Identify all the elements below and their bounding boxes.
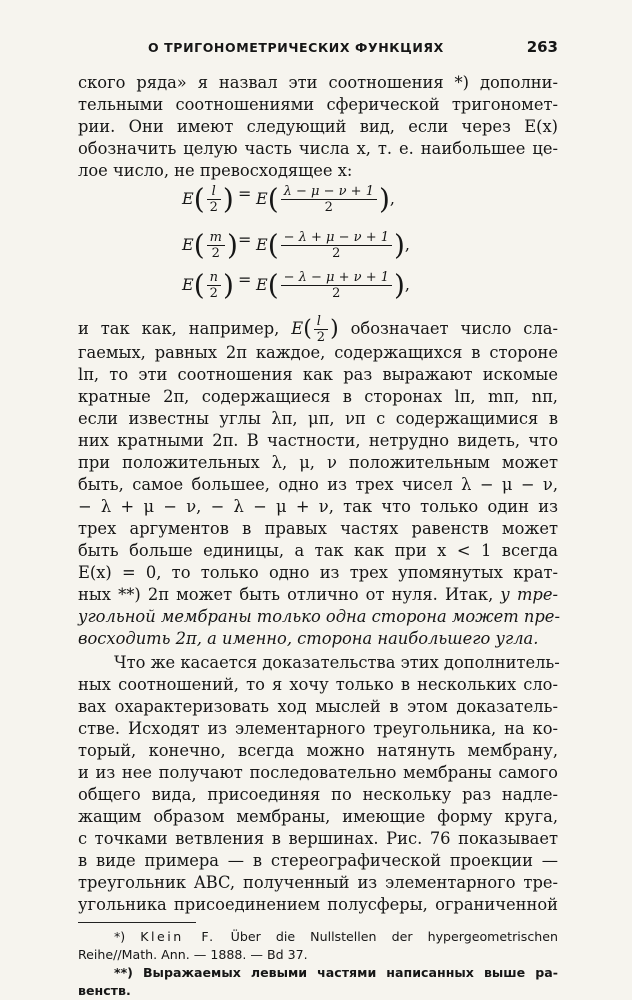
text-line: трех аргументов в правых частях равенств может xyxy=(78,519,558,538)
footnote-1-cont: Reihe//Math. Ann. — 1888. — Bd 37. xyxy=(78,947,308,962)
running-title: О ТРИГОНОМЕТРИЧЕСКИХ ФУНКЦИЯХ xyxy=(148,40,444,55)
footnote-1: *) Klein F. Über die Nullstellen der hypergeometrischen xyxy=(114,929,558,944)
text-line: ского ряда» я назвал эти соотношения *) дополни- xyxy=(78,73,558,92)
italic-line: угольной мембраны только одна сторона может пре- xyxy=(78,607,560,626)
text-line: ных соотношений, то я хочу только в нескольких сло- xyxy=(78,675,558,694)
formula-3: E( $\frac{n}{2}$ ) = E( $\frac{- \lambda - \mu + \nu + 1}{2}$ ), xyxy=(182,268,411,302)
text-line: и из нее получают последовательно мембраны самого xyxy=(78,763,558,782)
footnote-2: **) Выражаемых левыми частями написанных выше ра- xyxy=(114,965,558,980)
text-line: треугольник ABC, полученный из элементарного тре- xyxy=(78,873,558,892)
formula-1: E( $\frac{l}{2}$ ) = E( $\frac{\lambda - \mu - \nu + 1}{2}$ ), xyxy=(182,182,395,216)
text-line-with-formula: и так как, например, E( $\frac{l}{2}$ ) обозначает число сла- xyxy=(78,314,558,345)
text-line: гаемых, равных 2π каждое, содержащихся в стороне xyxy=(78,343,558,362)
text-line: − λ + μ − ν, − λ − μ + ν, так что только один из xyxy=(78,497,558,516)
text-line: стве. Исходят из элементарного треугольника, на ко- xyxy=(78,719,558,738)
footnote-2-cont: венств. xyxy=(78,983,131,998)
text-line: рии. Они имеют следующий вид, если через E(x) xyxy=(78,117,558,136)
footnote-rule xyxy=(78,922,196,923)
text-line: обозначить целую часть числа x, т. е. наибольшее це- xyxy=(78,139,558,158)
text-line: lπ, то эти соотношения как раз выражают искомые xyxy=(78,365,558,384)
text-line: E(x) = 0, то только одно из трех упомянутых крат- xyxy=(78,563,558,582)
text-line: общего вида, присоединяя по нескольку раз надле- xyxy=(78,785,558,804)
text-line: торый, конечно, всегда можно натянуть мембрану, xyxy=(78,741,558,760)
text-line: быть, самое большее, одно из трех чисел λ − μ − ν, xyxy=(78,475,558,494)
formula-2: E( $\frac{m}{2}$ ) = E( $\frac{- \lambda + \mu - \nu + 1}{2}$ ), xyxy=(182,228,411,262)
text-line: если известны углы λπ, μπ, νπ с содержащимися в xyxy=(78,409,558,428)
text-line: при положительных λ, μ, ν положительным может xyxy=(78,453,558,472)
text-line: жащим образом мембраны, имеющие форму круга, xyxy=(78,807,558,826)
text-line: быть больше единицы, а так как при x < 1 всегда xyxy=(78,541,558,560)
text-line: с точками ветвления в вершинах. Рис. 76 показывает xyxy=(78,829,558,848)
text-line: вах охарактеризовать ход мыслей в этом доказатель- xyxy=(78,697,558,716)
page-header xyxy=(78,38,558,62)
text-line: в виде примера — в стереографической проекции — xyxy=(78,851,558,870)
text-line: угольника присоединением полусферы, ограниченной xyxy=(78,895,558,914)
text-line: лое число, не превосходящее x: xyxy=(78,161,353,180)
text-line: кратные 2π, содержащиеся в сторонах lπ, mπ, nπ, xyxy=(78,387,558,406)
page-number: 263 xyxy=(526,38,558,56)
text-line: Что же касается доказательства этих дополнитель- xyxy=(114,653,560,672)
text-line: тельными соотношениями сферической тригономет- xyxy=(78,95,558,114)
text-line: них кратными 2π. В частности, нетрудно видеть, что xyxy=(78,431,558,450)
text-line: ных **) 2π может быть отлично от нуля. Итак, у тре- xyxy=(78,585,558,604)
italic-line: восходить 2π, а именно, сторона наибольшего угла. xyxy=(78,629,539,648)
